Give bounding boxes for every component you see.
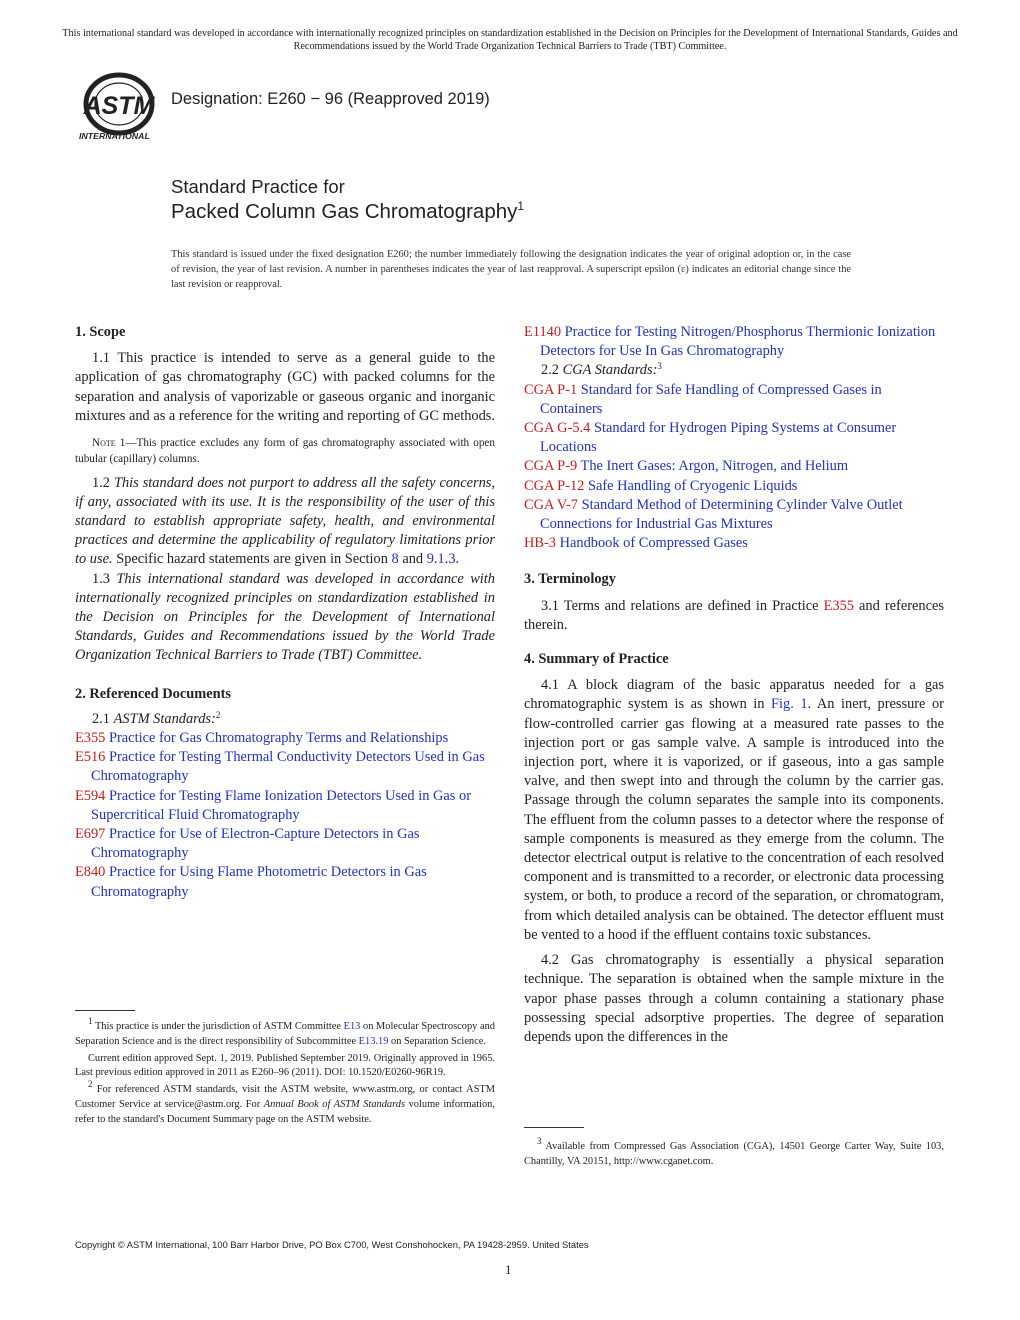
copyright: Copyright © ASTM International, 100 Barr Harbor Drive, PO Box C700, West Conshohocken, PA 19428-2959. United States	[75, 1239, 589, 1250]
footnote-2	[75, 1079, 495, 1127]
reference-item[interactable]	[524, 381, 944, 419]
footnote-marker: 1	[88, 1016, 93, 1026]
link-fig-1[interactable]: Fig. 1	[771, 696, 808, 713]
para-number: 2.2	[541, 362, 559, 379]
para-number: 1.3	[92, 570, 110, 587]
reference-title[interactable]: Practice for Using Flame Photometric Detectors in Gas Chromatography	[91, 864, 427, 900]
footnote-3	[524, 1136, 944, 1170]
section-4-heading: 4. Summary of Practice	[524, 651, 669, 668]
link-section-8[interactable]: 8	[391, 551, 399, 568]
section-1-heading: 1. Scope	[75, 324, 126, 340]
title-main: Packed Column Gas Chromatography	[171, 200, 518, 223]
terminology-end: and references therein.	[524, 597, 944, 633]
reference-title[interactable]: Handbook of Compressed Gases	[559, 535, 748, 552]
link-e13-19[interactable]: E13.19	[358, 1035, 389, 1047]
cga-standards-label: CGA Standards:	[562, 362, 658, 379]
reference-title[interactable]: Practice for Testing Flame Ionization Detectors Used in Gas or Supercritical Fluid Chromatography	[91, 787, 471, 823]
safety-statement: This standard does not purport to address all the safety concerns, if any, associated with its use. It is the responsibility of the user of this standard to establish appropriate safety, health, and environmental practices and determine the applicability of regulatory limitations prior to use.	[75, 474, 495, 568]
title-footnote-ref[interactable]: 1	[517, 199, 525, 213]
paragraph-4-2: 4.2 Gas chromatography is essentially a physical separation technique. The separation is obtained when the sample mixture in the vapor phase passes through a column containing a stationary phase possessing special adsorptive properties. The degree of separation depends upon the differences in the	[524, 952, 944, 1045]
cga-reference-list	[524, 381, 944, 554]
paragraph-4-1	[524, 676, 944, 945]
footnote-ref-3[interactable]: 3	[657, 361, 662, 372]
reference-item[interactable]	[524, 457, 944, 476]
reference-item[interactable]	[524, 496, 944, 534]
paragraph-3-1	[524, 597, 944, 635]
summary-text-a: 4.1 A block diagram of the basic apparatus needed for a gas chromatographic system is as shown in	[524, 677, 944, 713]
reference-title[interactable]: Standard for Hydrogen Piping Systems at Consumer Locations	[540, 420, 897, 456]
paragraph-1-2	[75, 474, 495, 570]
reference-code[interactable]: CGA P-12	[524, 477, 585, 494]
reference-code[interactable]: CGA V-7	[524, 496, 578, 513]
note-label: Note 1	[92, 437, 126, 450]
paragraph-2-2	[524, 361, 944, 380]
reference-code[interactable]: E1140	[524, 324, 562, 340]
footnote-text: This practice is under the jurisdiction of ASTM Committee	[94, 1021, 342, 1032]
reference-item[interactable]	[524, 419, 944, 457]
footnote-marker: 2	[88, 1079, 93, 1090]
footnotes-left	[75, 1016, 495, 1128]
reference-item[interactable]	[75, 825, 495, 863]
reference-code[interactable]: E355	[75, 730, 106, 747]
footnote-divider	[75, 1010, 135, 1011]
paragraph-2-1	[75, 710, 495, 729]
reference-code[interactable]: CGA P-9	[524, 458, 578, 475]
title-line-1: Standard Practice for	[171, 176, 345, 197]
page-number: 1	[505, 1262, 512, 1277]
reference-item[interactable]	[75, 787, 495, 825]
reference-title[interactable]: Safe Handling of Cryogenic Liquids	[587, 477, 798, 494]
link-e13[interactable]: E13	[343, 1021, 361, 1032]
astm-reference-list	[75, 729, 495, 902]
and-text: and	[402, 551, 424, 568]
reference-item[interactable]	[524, 323, 944, 361]
reference-title[interactable]: The Inert Gases: Argon, Nitrogen, and Helium	[580, 458, 849, 475]
footnotes-right	[524, 1136, 944, 1170]
link-e355[interactable]: E355	[823, 597, 854, 614]
reference-code[interactable]: E594	[75, 787, 106, 804]
annual-book-title: Annual Book of ASTM Standards	[263, 1098, 406, 1110]
astm-standards-label: ASTM Standards:	[113, 710, 216, 727]
reference-item[interactable]	[524, 534, 944, 553]
issue-statement: This standard is issued under the fixed designation E260; the number immediately following the designation indicates the year of original adoption or, in the case of revision, the year of last revision. A number in parentheses indicates the year of last reapproval. A superscript epsilon (ε) indicates an editorial change since the last revision or reapproval.	[171, 249, 851, 290]
right-column	[524, 323, 944, 1047]
reference-title[interactable]: Practice for Testing Nitrogen/Phosphorus Thermionic Ionization Detectors for Use In Gas Chromatography	[540, 324, 936, 360]
paragraph-1-3	[75, 570, 495, 666]
reference-code[interactable]: E840	[75, 864, 106, 881]
reference-code[interactable]: CGA P-1	[524, 381, 578, 398]
note-text: —This practice excludes any form of gas chromatography associated with open tubular (capillary) columns.	[75, 437, 495, 465]
reference-title[interactable]: Practice for Gas Chromatography Terms and Relationships	[109, 730, 449, 747]
note-1	[75, 436, 495, 468]
para-number: 2.1	[92, 710, 110, 727]
section-2-heading: 2. Referenced Documents	[75, 685, 231, 702]
reference-item[interactable]	[524, 477, 944, 496]
document-title	[171, 175, 524, 225]
link-section-9-1-3[interactable]: 9.1.3	[426, 551, 456, 568]
footnote-text: For referenced ASTM standards, visit the ASTM website, www.astm.org, or contact ASTM Customer Service at service@astm.org. For	[75, 1084, 495, 1110]
terminology-text: 3.1 Terms and relations are defined in Practice	[541, 597, 819, 614]
footnote-text: Available from Compressed Gas Association (CGA), 14501 George Carter Way, Suite 103, Chantilly, VA 20151, http://www.cganet.com.	[524, 1141, 944, 1167]
tbt-statement: This international standard was developed in accordance with internationally recognized principles on standardization established in the Decision on Principles for the Development of International Standards, Guides and Recommendations issued by the World Trade Organization Technical Barriers to Trade (TBT) Committee.	[75, 570, 495, 664]
reference-title[interactable]: Practice for Use of Electron-Capture Detectors in Gas Chromatography	[91, 826, 420, 862]
reference-title[interactable]: Standard Method of Determining Cylinder Valve Outlet Connections for Industrial Gas Mixtures	[540, 496, 903, 533]
reference-code[interactable]: E697	[75, 826, 106, 843]
paragraph-1-1: 1.1 This practice is intended to serve as a general guide to the application of gas chromatography (GC) with packed columns for the separation and analysis of vaporizable or gaseous organic and inorganic mixtures and as a reference for the writing and reporting of GC methods.	[75, 350, 495, 424]
footnote-1	[75, 1016, 495, 1050]
reference-title[interactable]: Standard for Safe Handling of Compressed Gases in Containers	[540, 381, 882, 417]
reference-item[interactable]	[75, 863, 495, 901]
reference-item[interactable]	[75, 748, 495, 786]
designation: Designation: E260 − 96 (Reapproved 2019)	[171, 90, 490, 108]
reference-title[interactable]: Practice for Testing Thermal Conductivity Detectors Used in Gas Chromatography	[91, 749, 485, 785]
reference-code[interactable]: E516	[75, 749, 106, 766]
logo-letters: ASTM	[83, 92, 155, 120]
section-3-heading: 3. Terminology	[524, 571, 616, 588]
footnote-text: on Separation Science.	[391, 1035, 486, 1047]
left-column	[75, 323, 495, 902]
period: .	[455, 551, 460, 568]
summary-text-b: . An inert, pressure or flow-controlled carrier gas flowing at a measured rate passes to the injection port or gas sample valve. A sample is introduced into the injection port, where it is vaporized, or if gaseous, into a gas sample valve, and then swept into and through the column by the carrier gas. Passage through the column separates the sample into its components. The effluent from the column passes to a detector where the response of sample components is measured as they emerge from the column. The detector electrical output is relative to the concentration of each resolved component and is transmitted to a recorder, or electronic data processing system, or both, to produce a record of the separation, or chromatogram, from which detailed analysis can be obtained. The detector effluent must be vented to a hood if the effluent contains toxic substances.	[524, 696, 944, 943]
title-line-2	[171, 199, 524, 225]
footnote-divider	[524, 1127, 584, 1128]
para-number: 1.2	[92, 474, 110, 491]
hazard-text: Specific hazard statements are given in Section	[116, 551, 388, 568]
footnote-ref-2[interactable]: 2	[215, 709, 221, 720]
trade-notice: This international standard was developed in accordance with internationally recognized principles on standardization established in the Decision on Principles for the Development of International Standards, Guides and Recommendations issued by the World Trade Organization Technical Barriers to Trade (TBT) Committee.	[62, 28, 958, 52]
logo-subtitle: INTERNATIONAL	[79, 131, 150, 141]
reference-item[interactable]	[75, 729, 495, 748]
footnote-text: on Molecular Spectroscopy and Separation Science and is the direct responsibility of Subcommittee	[75, 1021, 495, 1047]
edition-info: Current edition approved Sept. 1, 2019. Published September 2019. Originally approved in 1965. Last previous edition approved in 2011 as E260–96 (2011). DOI: 10.1520/E0260-96R19.	[75, 1052, 495, 1079]
reference-code[interactable]: CGA G-5.4	[524, 420, 591, 437]
reference-code[interactable]: HB-3	[524, 535, 556, 552]
footnote-text: volume information, refer to the standard's Document Summary page on the ASTM website.	[75, 1098, 495, 1125]
footnote-marker: 3	[537, 1136, 542, 1146]
